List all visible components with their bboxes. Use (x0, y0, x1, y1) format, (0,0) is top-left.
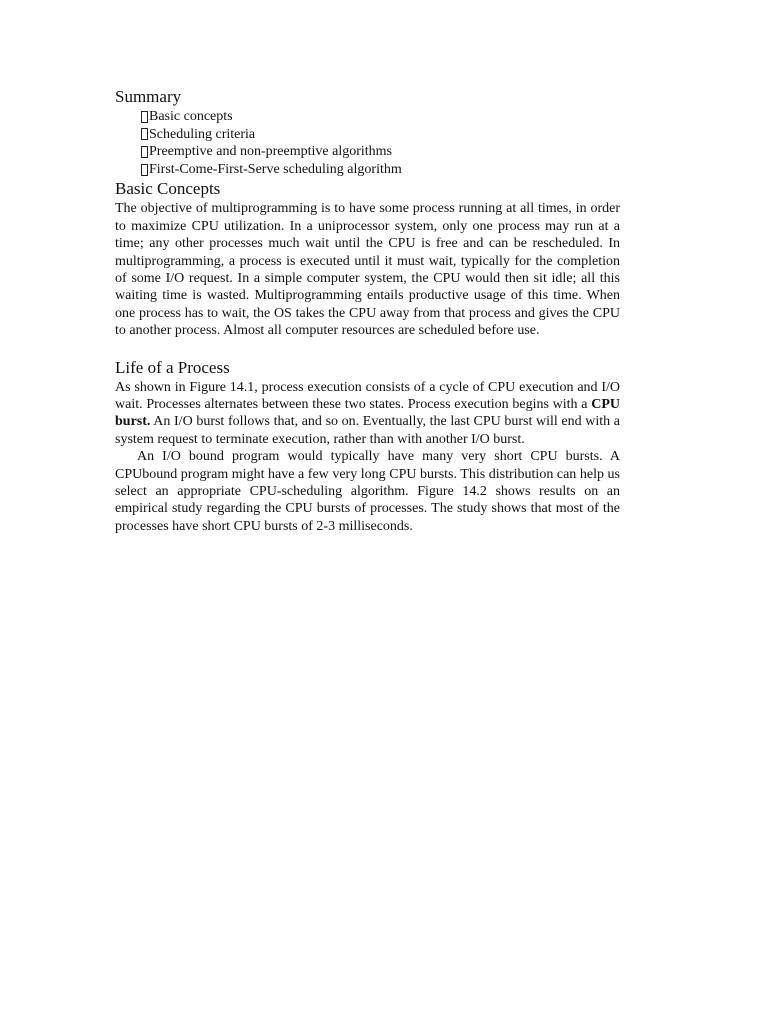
bullet-box-icon (141, 146, 148, 158)
life-of-process-heading: Life of a Process (115, 357, 230, 377)
summary-item (141, 126, 620, 144)
summary-item-label: Basic concepts (149, 109, 233, 124)
basic-concepts-heading: Basic Concepts (115, 179, 221, 199)
bullet-box-icon (141, 128, 148, 140)
bullet-box-icon (141, 164, 148, 176)
paragraph-text: An I/O burst follows that, and so on. Eventually, the last CPU burst will end with a system request to terminate execution, rather than with another I/O burst. (115, 414, 620, 447)
life-of-process-paragraph-1 (115, 379, 620, 449)
summary-item-label: First-Come-First-Serve scheduling algorithm (149, 161, 402, 177)
life-of-process-paragraph-2: An I/O bound program would typically have many very short CPU bursts. A CPUbound program might have a few very long CPU bursts. This distribution can help us select an appropriate CPU-scheduling algorithm. Figure 14.2 shows results on an empirical study regarding the CPU bursts of processes. The study shows that most of the processes have short CPU bursts of 2-3 milliseconds. (115, 449, 620, 534)
summary-item (141, 161, 620, 179)
summary-item-label: Preemptive and non-preemptive algorithms (149, 144, 392, 160)
section-spacer (115, 340, 620, 357)
summary-item-label: Scheduling criteria (149, 126, 256, 142)
basic-concepts-paragraph: The objective of multiprogramming is to have some process running at all times, in order to maximize CPU utilization. In a uniprocessor system, only one process may run at a time; any other processes much wait until the CPU is free and can be rescheduled. In multiprogramming, a process is executed until it must wait, typically for the completion of some I/O request. In a simple computer system, the CPU would then sit idle; all this waiting time is wasted. Multiprogramming entails productive usage of this time. When one process has to wait, the OS takes the CPU away from that process and gives the CPU to another process. Almost all computer resources are scheduled before use. (115, 201, 620, 339)
document-page (115, 86, 620, 535)
paragraph-text: As shown in Figure 14.1, process execution consists of a cycle of CPU execution and I/O wait. Processes alternates between these two states. Process execution begins with a (115, 379, 620, 413)
cpu-burst-term: CPU burst. (115, 397, 620, 430)
bullet-box-icon (141, 111, 148, 123)
summary-heading: Summary (115, 87, 182, 106)
summary-item (141, 108, 620, 126)
summary-list (115, 108, 620, 178)
summary-item (141, 143, 620, 161)
